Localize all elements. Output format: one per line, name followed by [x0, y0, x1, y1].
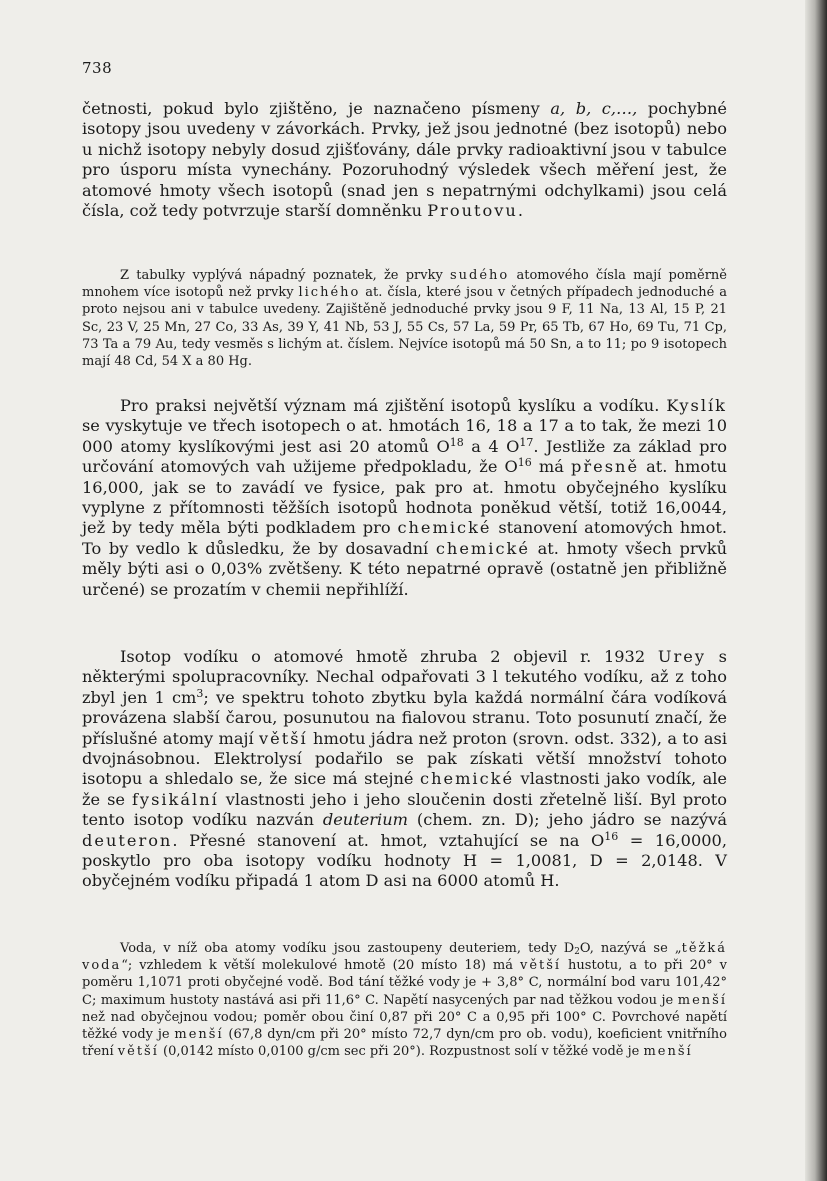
spaced-word-smaller: menší	[643, 1044, 693, 1060]
text-run: vlastnosti jako vodík, ale že se	[82, 769, 728, 809]
spaced-word-exactly: přesně	[571, 457, 640, 477]
italic-deuterium: deuterium	[322, 810, 408, 830]
text-run: .	[517, 201, 523, 221]
text-run: s některými spolupracovníky. Nechal odpařovati 3 l tekutého vodíku, až z toho zbyl jen 1 cm	[82, 647, 727, 707]
text-run: vlastnosti jeho i jeho sloučenin dosti zřetelně liší. Byl proto tento isotop vodíku nazván	[82, 789, 727, 830]
spaced-name-urey: Urey	[657, 647, 706, 666]
paragraph-heavy-water	[82, 940, 727, 1060]
paragraph-oxygen-isotopes	[82, 396, 727, 600]
spaced-name-prout: Proutovu	[427, 201, 518, 221]
text-run: atomového čísla mají poměrně mnohem více isotopů než prvky	[82, 268, 727, 301]
superscript-18: 18	[449, 435, 464, 449]
superscript-16: 16	[517, 456, 532, 470]
spaced-word-smaller: menší	[174, 1027, 224, 1043]
text-run: hmotu jádra než proton (srovn. odst. 332), a to asi dvojnásobnou. Elektrolysí podařilo se pak získati větší množství tohoto isotopu a shledalo se, že sice má stejné	[82, 728, 727, 789]
spaced-word-chemical: chemické	[397, 518, 492, 538]
superscript-16: 16	[604, 829, 619, 843]
text-run: . Přesné stanovení at. hmot, vztahující se na O	[172, 830, 605, 850]
text-run: hustotu, a to při 20° v poměru 1,1071 proti obyčejné vodě. Bod tání těžké vody je + 3,8° C, normální bod varu 101,42° C; maximum hustoty nastává asi při 11,6° C. Napětí nasycených par nad těžkou vodou je	[82, 958, 728, 1008]
text-run: Isotop vodíku o atomové hmotě zhruba 2 objevil r. 1932	[120, 647, 658, 666]
text-run: stanovení atomových hmot. To by vedlo k důsledku, že by dosavadní	[82, 518, 727, 558]
text-run: ; ve spektru tohoto zbytku byla každá normální čára vodíková provázena slabší čarou, posunutou na fialovou stranu. Toto posunutí značí, že příslušné atomy mají	[82, 687, 728, 748]
spaced-word-greater: větší	[259, 728, 308, 748]
spaced-word-greater: větší	[117, 1044, 159, 1060]
spaced-word-odd: lichého	[298, 285, 361, 301]
book-spine-shadow	[805, 0, 827, 1181]
text-run: Pro praksi největší význam má zjištění isotopů kyslíku a vodíku.	[120, 396, 667, 415]
text-run: se vyskytuje ve třech isotopech o at. hmotách 16, 18 a 17 a to tak, že mezi 10 000 atomy kyslíkovými jest asi 20 atomů O	[82, 416, 727, 456]
text-run: = 16,0000, poskytlo pro oba isotopy vodíku hodnoty H = 1,0081, D = 2,0148. V obyčejném vodíku připadá 1 atom D asi na 6000 atomů H.	[82, 830, 727, 891]
text-run: Voda, v níž oba atomy vodíku jsou zastoupeny deuteriem, tedy D	[120, 941, 575, 956]
paragraph-isotope-notation	[82, 99, 727, 221]
superscript-3: 3	[196, 686, 204, 700]
text-run: má	[531, 457, 572, 477]
text-run: “; vzhledem k větší molekulové hmotě (20 místo 18) má	[121, 958, 520, 974]
paragraph-even-odd-elements	[82, 267, 727, 370]
text-run: at. hmotu 16,000, jak se to zavádí ve fysice, pak pro at. hmotu obyčejného kyslíku vyplyne z přítomnosti těžších isotopů hodnota poněkud větší, totiž 16,0044, jež by tedy měla býti podkladem pro	[82, 457, 728, 538]
text-run: at. hmoty všech prvků měly býti asi o 0,03% zvětšeny. K této nepatrné opravě (ostatně jen přibližně určené) se prozatím v chemii nepřihlíží.	[82, 538, 728, 599]
superscript-17: 17	[519, 435, 534, 449]
spaced-word-oxygen: Kyslík	[666, 396, 727, 415]
spaced-word-even: sudého	[450, 268, 510, 283]
text-run: at. čísla, které jsou v četných případech jednoduché a proto nejsou ani v tabulce uvedeny. Zajištěně jednoduché prvky jsou 9 F, 11 Na, 13 Al, 15 P, 21 Sc, 23 V, 25 Mn, 27 Co, 33 As, 39 Y, 41 Nb, 53 J, 55 Cs, 57 La, 59 Pr, 65 Tb, 67 Ho, 69 Tu, 71 Cp, 73 Ta a 79 Au, tedy vesměs s lichým at. číslem. Nejvíce isotopů má 50 Sn, a to 11; po 9 isotopech mají 48 Cd, 54 X a 80 Hg.	[82, 285, 727, 370]
subscript-2: 2	[574, 947, 580, 958]
spaced-word-physical: fysikální	[131, 789, 219, 809]
spaced-word-deuteron: deuteron	[82, 830, 173, 850]
text-run: než nad obyčejnou vodou; poměr obou činí 0,87 při 20° C a 0,95 při 100° C. Povrchové napětí těžké vody je	[82, 1009, 727, 1043]
text-run: (0,0142 místo 0,0100 g/cm sec při 20°). Rozpustnost solí v těžké vodě je	[158, 1044, 644, 1060]
spaced-term-heavy-water: těžká voda	[82, 941, 727, 974]
text-run: O, nazývá se „	[579, 941, 682, 956]
italic-letters: a, b, c,…,	[550, 99, 638, 118]
text-run: . Jestliže za základ pro určování atomových vah užijeme předpokladu, že O	[82, 436, 727, 477]
page-number: 738	[82, 59, 113, 77]
spaced-word-smaller: menší	[677, 992, 727, 1008]
text-run: Z tabulky vyplývá nápadný poznatek, že prvky	[120, 268, 450, 283]
spaced-word-chemical: chemické	[420, 769, 515, 789]
spaced-word-greater: větší	[519, 958, 562, 974]
text-run: pochybné isotopy jsou uvedeny v závorkách. Prvky, jež jsou jednotné (bez isotopů) nebo u nichž isotopy nebyly dosud zjišťovány, dále prvky radioaktivní jsou v tabulce pro úsporu místa vynechány. Pozoruhodný výsledek všech měření jest, že atomové hmoty všech isotopů (snad jen s nepatrnými odchylkami) jsou celá čísla, což tedy potvrzuje starší domněnku	[82, 99, 727, 221]
text-run: a 4 O	[463, 436, 520, 456]
text-run: (67,8 dyn/cm při 20° místo 72,7 dyn/cm pro ob. vodu), koeficient vnitřního tření	[82, 1027, 727, 1060]
spaced-word-chemical: chemické	[435, 538, 530, 558]
paragraph-hydrogen-isotope	[82, 647, 727, 892]
text-run: četnosti, pokud bylo zjištěno, je naznačeno písmeny	[82, 99, 551, 118]
text-run: (chem. zn. D); jeho jádro se nazývá	[408, 810, 727, 830]
